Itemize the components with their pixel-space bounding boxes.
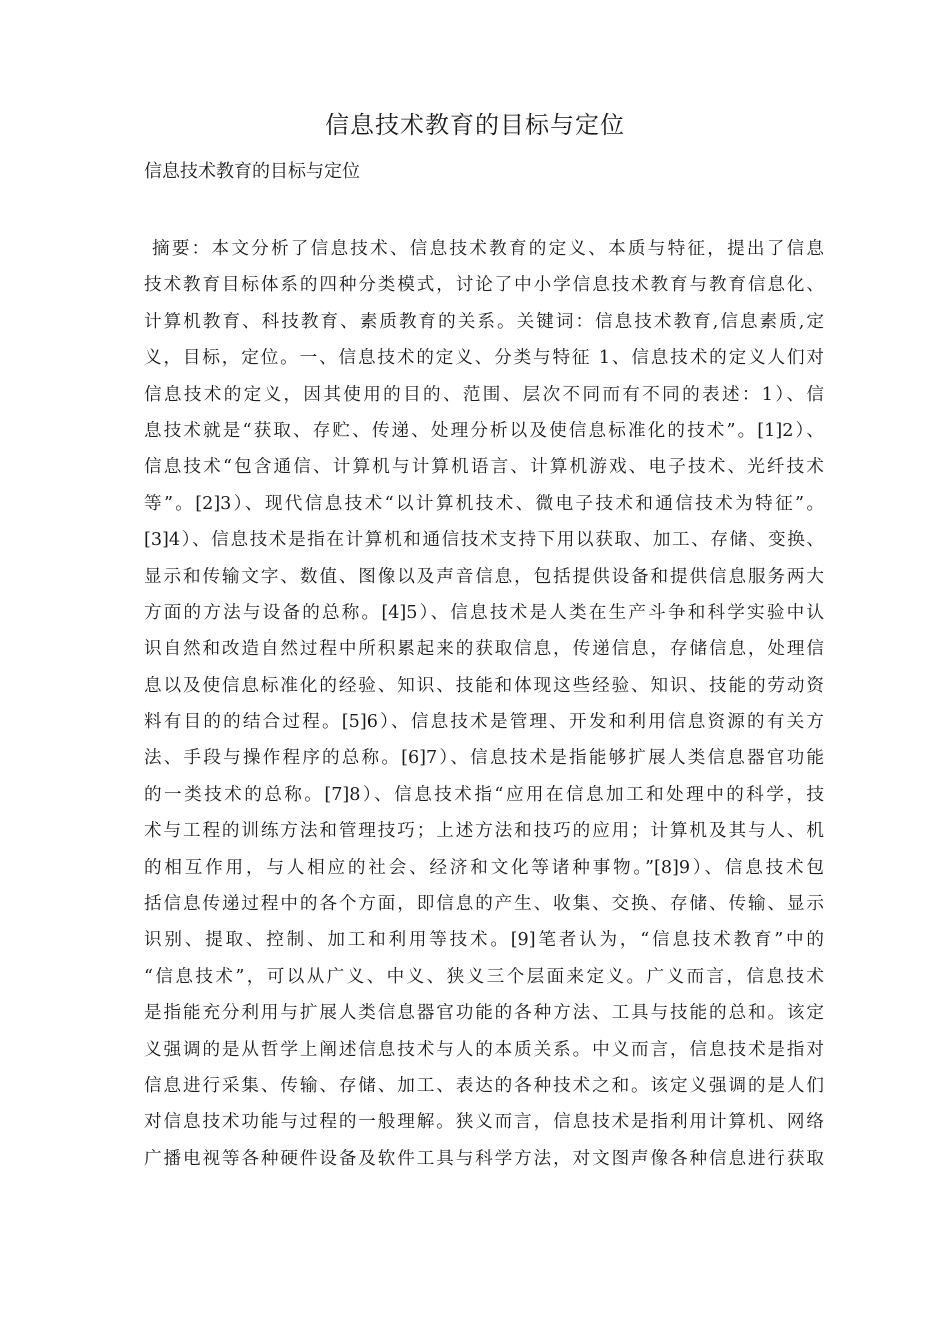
document-body — [144, 231, 824, 1177]
body-text-line: 信息技术的定义，因其使用的目的、范围、层次不同而有不同的表述：1）、信 — [144, 384, 824, 405]
document-subtitle: 信息技术教育的目标与定位 — [144, 161, 360, 182]
body-text-line: 义强调的是从哲学上阐述信息技术与人的本质关系。中义而言，信息技术是指对 — [144, 1039, 824, 1060]
body-text-line: 识别、提取、控制、加工和利用等技术。[9]笔者认为，“信息技术教育”中的 — [144, 930, 824, 951]
body-text-line: 是指能充分利用与扩展人类信息器官功能的各种方法、工具与技能的总和。该定 — [144, 1003, 824, 1024]
body-text-line: 息以及使信息标准化的经验、知识、技能和体现这些经验、知识、技能的劳动资 — [144, 675, 824, 696]
body-text-line: 息技术就是“获取、存贮、传递、处理分析以及使信息标准化的技术”。[1]2）、 — [144, 420, 824, 441]
body-text-line: 的一类技术的总称。[7]8）、信息技术指“应用在信息加工和处理中的科学，技 — [144, 784, 824, 805]
body-text-line: 广播电视等各种硬件设备及软件工具与科学方法，对文图声像各种信息进行获取 — [144, 1148, 824, 1169]
body-text-line: [3]4）、信息技术是指在计算机和通信技术支持下用以获取、加工、存储、变换、 — [144, 530, 824, 551]
body-text-line: 法、手段与操作程序的总称。[6]7）、信息技术是指能够扩展人类信息器官功能 — [144, 748, 824, 769]
body-text-line: 料有目的的结合过程。[5]6）、信息技术是管理、开发和利用信息资源的有关方 — [144, 712, 824, 733]
body-text-line: 术与工程的训练方法和管理技巧；上述方法和技巧的应用；计算机及其与人、机 — [144, 821, 824, 842]
body-text-line: “信息技术”，可以从广义、中义、狭义三个层面来定义。广义而言，信息技术 — [144, 966, 824, 987]
body-text-line: 计算机教育、科技教育、素质教育的关系。关键词：信息技术教育,信息素质,定 — [144, 311, 824, 332]
body-text-line: 对信息技术功能与过程的一般理解。狭义而言，信息技术是指利用计算机、网络 — [144, 1112, 824, 1133]
body-text-line: 方面的方法与设备的总称。[4]5）、信息技术是人类在生产斗争和科学实验中认 — [144, 602, 824, 623]
body-text-line: 信息进行采集、传输、存储、加工、表达的各种技术之和。该定义强调的是人们 — [144, 1075, 824, 1096]
body-text-line: 显示和传输文字、数值、图像以及声音信息，包括提供设备和提供信息服务两大 — [144, 566, 824, 587]
body-text-line: 括信息传递过程中的各个方面，即信息的产生、收集、交换、存储、传输、显示 — [144, 894, 824, 915]
body-text-line: 摘要：本文分析了信息技术、信息技术教育的定义、本质与特征，提出了信息 — [152, 239, 824, 259]
body-text-line: 识自然和改造自然过程中所积累起来的获取信息，传递信息，存储信息，处理信 — [144, 639, 824, 660]
document-title: 信息技术教育的目标与定位 — [325, 111, 625, 139]
body-text-line: 技术教育目标体系的四种分类模式，讨论了中小学信息技术教育与教育信息化、 — [144, 275, 824, 296]
body-text-line: 义，目标，定位。一、信息技术的定义、分类与特征 1、信息技术的定义人们对 — [144, 348, 824, 369]
body-text-line: 的相互作用，与人相应的社会、经济和文化等诸种事物。”[8]9）、信息技术包 — [144, 857, 824, 878]
body-text-line: 等”。[2]3）、现代信息技术“以计算机技术、微电子技术和通信技术为特征”。 — [144, 493, 824, 514]
body-text-line: 信息技术“包含通信、计算机与计算机语言、计算机游戏、电子技术、光纤技术 — [144, 457, 824, 478]
